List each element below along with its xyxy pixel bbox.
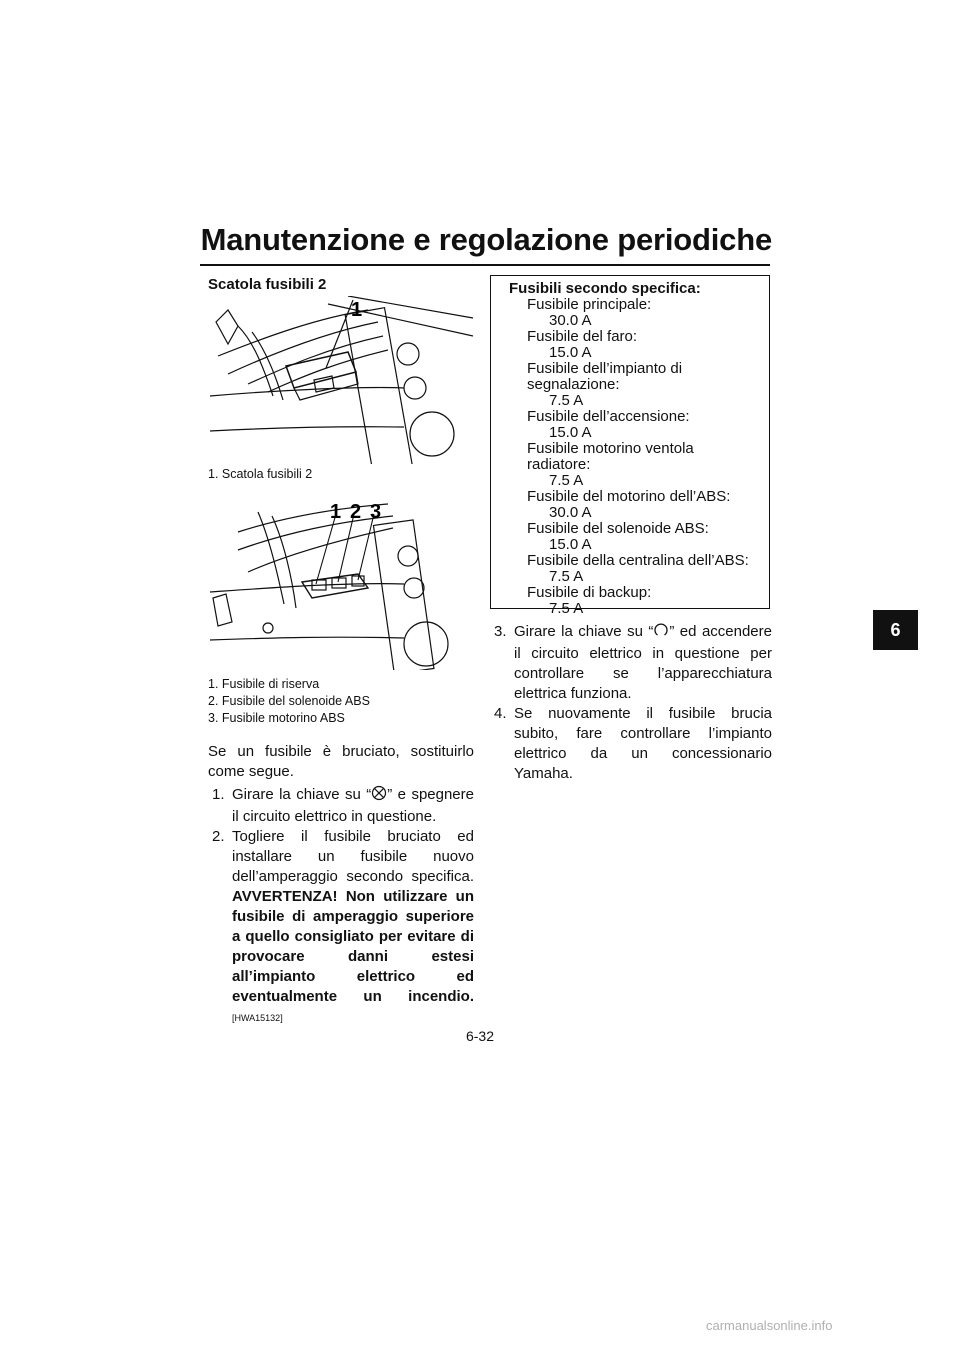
spec-value: 15.0 A bbox=[549, 536, 592, 553]
step-text: Girare la chiave su “ bbox=[514, 623, 654, 640]
spec-value: 15.0 A bbox=[549, 344, 592, 361]
page-title: Manutenzione e regolazione periodiche bbox=[200, 222, 772, 257]
step-text: Girare la chiave su “ bbox=[232, 786, 372, 803]
intro-paragraph: Se un fusibile è bruciato, sostituirlo come segue. bbox=[208, 743, 474, 780]
step-text: ” ed accendere il circuito elettrico in questione per controllare se l’apparecchiatura elettrica funziona. bbox=[514, 623, 772, 702]
step-number: 4. bbox=[494, 705, 507, 722]
fuses-illustration bbox=[208, 492, 474, 670]
step-number: 2. bbox=[212, 828, 225, 845]
figure1-callout-1: 1 bbox=[351, 299, 363, 321]
spec-value: 7.5 A bbox=[549, 392, 584, 409]
step-1 bbox=[208, 785, 474, 827]
figure2-callout-2: 2 bbox=[350, 501, 362, 523]
warning-code: [HWA15132] bbox=[232, 1013, 283, 1023]
figure2-caption-line: 3. Fusibile motorino ABS bbox=[208, 711, 345, 725]
spec-title: Fusibili secondo specifica: bbox=[509, 280, 701, 297]
watermark: carmanualsonline.info bbox=[706, 1318, 833, 1333]
fuse-box-2-illustration bbox=[208, 296, 474, 464]
spec-value: 7.5 A bbox=[549, 568, 584, 585]
figure2-callout-1: 1 bbox=[330, 501, 342, 523]
key-off-icon bbox=[371, 785, 387, 807]
spec-label: Fusibile dell’accensione: bbox=[527, 408, 690, 425]
figure1-caption bbox=[208, 466, 312, 483]
step-text: ” e spegnere il circuito elettrico in questione. bbox=[232, 786, 474, 825]
figure2-caption-line: 1. Fusibile di riserva bbox=[208, 677, 320, 691]
page-number: 6-32 bbox=[465, 1028, 495, 1044]
figure2-callout-3: 3 bbox=[370, 501, 382, 523]
steps-left bbox=[208, 785, 474, 1028]
step-text: Se nuovamente il fusibile brucia subito, fare controllare l’impianto elettrico da un concessionario Yamaha. bbox=[514, 705, 772, 782]
step-number: 3. bbox=[494, 623, 507, 640]
step-3 bbox=[490, 622, 772, 704]
title-rule bbox=[200, 264, 770, 266]
step-text: Togliere il fusibile bruciato ed installare un fusibile nuovo dell’amperaggio secondo specifica. bbox=[232, 828, 474, 885]
spec-value: 15.0 A bbox=[549, 424, 592, 441]
spec-value: 30.0 A bbox=[549, 312, 592, 329]
key-on-icon bbox=[653, 622, 669, 644]
spec-label: Fusibile motorino ventola radiatore: bbox=[527, 440, 694, 473]
step-2 bbox=[208, 827, 474, 1028]
section-heading: Scatola fusibili 2 bbox=[208, 276, 327, 293]
warning-text: AVVERTENZA! Non utilizzare un fusibile di amperaggio superiore a quello consigliato per evitare di provocare danni estesi all’impianto elettrico ed eventualmente un incendio. bbox=[232, 888, 474, 1005]
spec-label: Fusibile di backup: bbox=[527, 584, 652, 601]
spec-label: Fusibile del solenoide ABS: bbox=[527, 520, 709, 537]
figure2-caption-line: 2. Fusibile del solenoide ABS bbox=[208, 694, 370, 708]
figure2-caption bbox=[208, 676, 370, 727]
spec-label: Fusibile della centralina dell’ABS: bbox=[527, 552, 749, 569]
spec-label: Fusibile dell’impianto di segnalazione: bbox=[527, 360, 683, 393]
spec-label: Fusibile del faro: bbox=[527, 328, 638, 345]
chapter-tab: 6 bbox=[873, 610, 918, 650]
spec-value: 7.5 A bbox=[549, 600, 584, 617]
step-number: 1. bbox=[212, 786, 225, 803]
spec-label: Fusibile principale: bbox=[527, 296, 652, 313]
step-4 bbox=[490, 704, 772, 784]
fuse-specification-box bbox=[490, 275, 770, 617]
spec-value: 30.0 A bbox=[549, 504, 592, 521]
spec-value: 7.5 A bbox=[549, 472, 584, 489]
steps-right bbox=[490, 622, 772, 784]
spec-label: Fusibile del motorino dell’ABS: bbox=[527, 488, 731, 505]
figure1-caption-line: 1. Scatola fusibili 2 bbox=[208, 467, 313, 481]
